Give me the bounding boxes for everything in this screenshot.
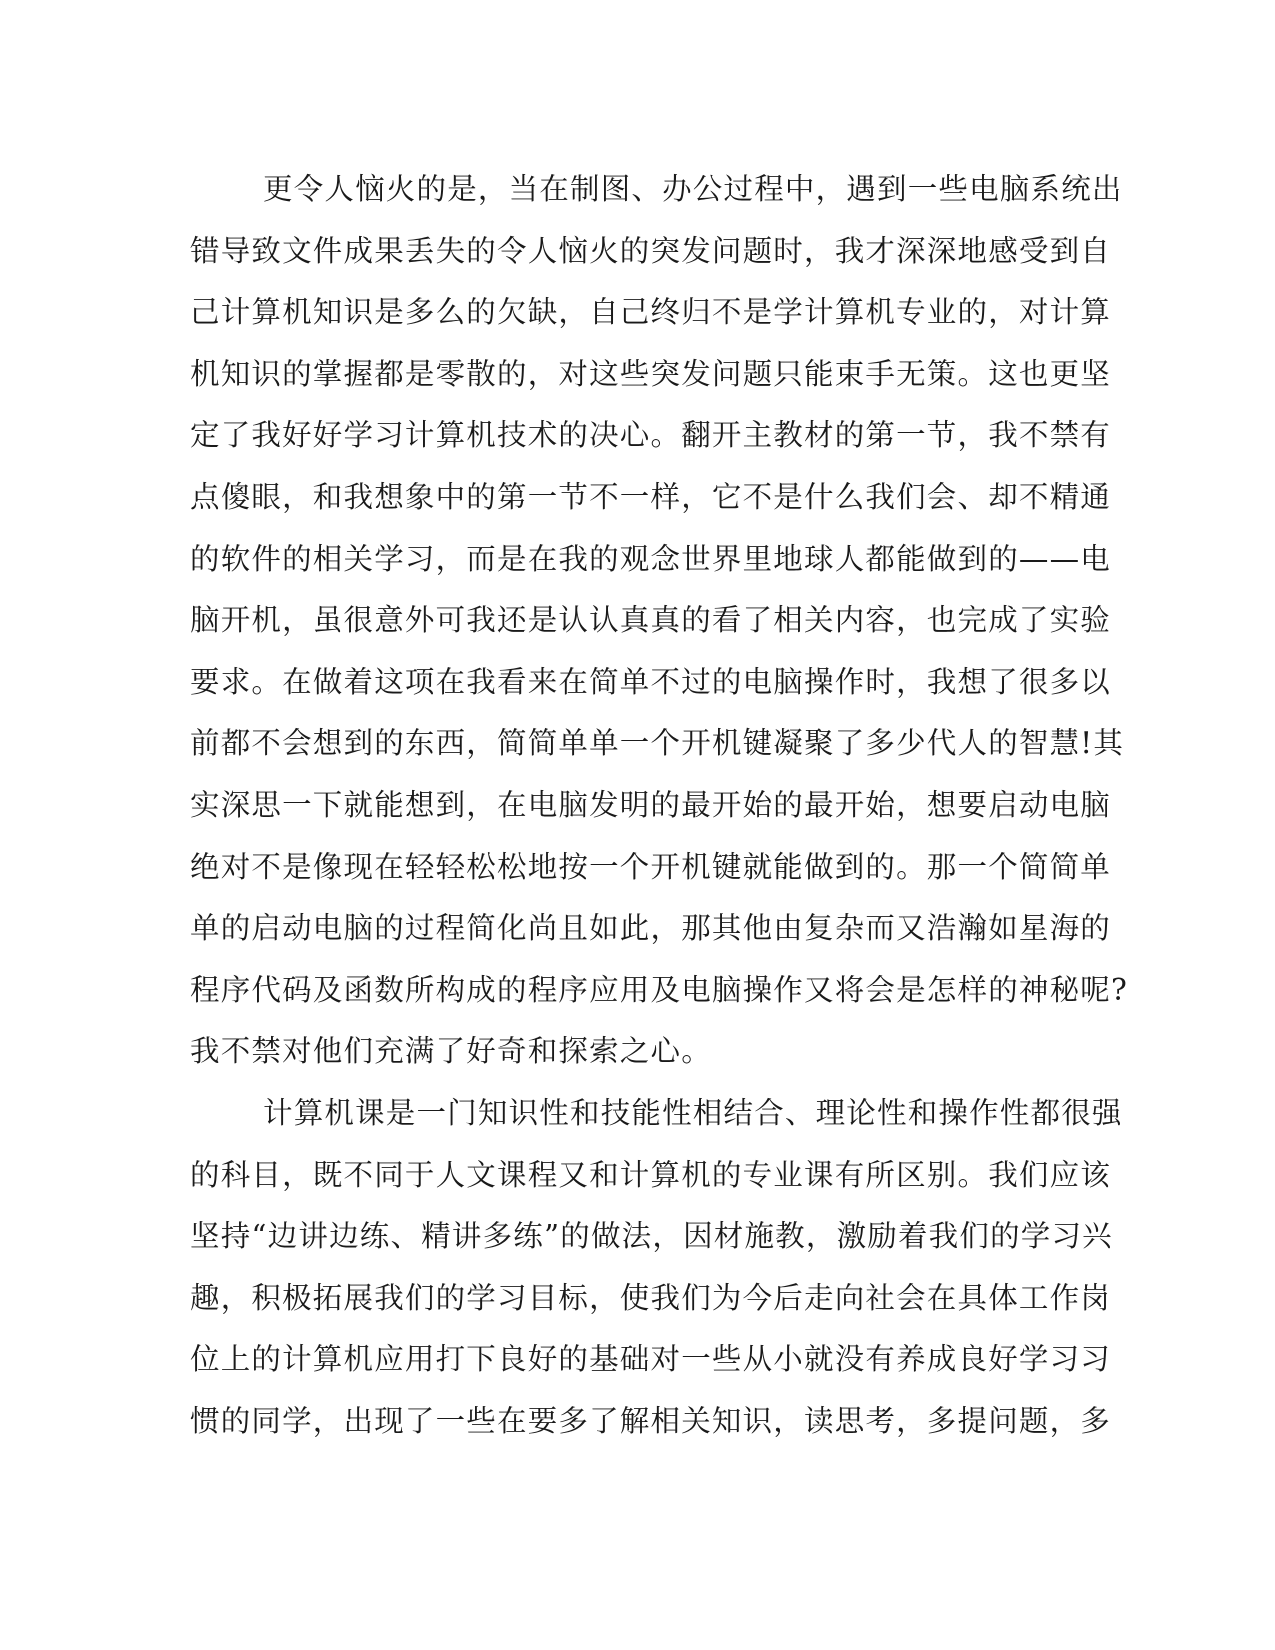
- text-line: 更令人恼火的是，当在制图、办公过程中，遇到一些电脑系统出: [263, 172, 1123, 206]
- text-line: 惯的同学，出现了一些在要多了解相关知识，读思考，多提问题，多: [190, 1403, 1112, 1438]
- paragraph-1: [190, 159, 1129, 1083]
- text-line: 计算机课是一门知识性和技能性相结合、理论性和操作性都很强: [263, 1095, 1123, 1130]
- text-line: 坚持“边讲边练、精讲多练”的做法，因材施教，激励着我们的学习兴: [190, 1219, 1113, 1254]
- text-line: 定了我好好学习计算机技术的决心。翻开主教材的第一节，我不禁有: [190, 418, 1112, 453]
- text-line: 实深思一下就能想到，在电脑发明的最开始的最开始，想要启动电脑: [190, 787, 1112, 822]
- text-line: 程序代码及函数所构成的程序应用及电脑操作又将会是怎样的神秘呢?: [190, 972, 1129, 1007]
- text-line: 错导致文件成果丢失的令人恼火的突发问题时，我才深深地感受到自: [190, 233, 1112, 268]
- text-line: 绝对不是像现在轻轻松松地按一个开机键就能做到的。那一个简简单: [190, 849, 1112, 884]
- text-line: 单的启动电脑的过程简化尚且如此，那其他由复杂而又浩瀚如星海的: [190, 911, 1112, 946]
- text-line: 的软件的相关学习，而是在我的观念世界里地球人都能做到的——电: [190, 541, 1112, 576]
- text-line: 己计算机知识是多么的欠缺，自己终归不是学计算机专业的，对计算: [190, 295, 1112, 330]
- document-body: [190, 159, 1129, 1452]
- paragraph-2: [190, 1083, 1123, 1453]
- text-line: 我不禁对他们充满了好奇和探索之心。: [190, 1034, 712, 1069]
- text-line: 机知识的掌握都是零散的，对这些突发问题只能束手无策。这也更坚: [190, 356, 1112, 391]
- text-line: 趣，积极拓展我们的学习目标，使我们为今后走向社会在具体工作岗: [190, 1280, 1112, 1315]
- text-line: 前都不会想到的东西，简简单单一个开机键凝聚了多少代人的智慧!其: [190, 726, 1125, 761]
- text-line: 位上的计算机应用打下良好的基础对一些从小就没有养成良好学习习: [190, 1342, 1112, 1377]
- text-line: 点傻眼，和我想象中的第一节不一样，它不是什么我们会、却不精通: [190, 479, 1112, 514]
- text-line: 脑开机，虽很意外可我还是认认真真的看了相关内容，也完成了实验: [190, 603, 1112, 638]
- text-line: 的科目，既不同于人文课程又和计算机的专业课有所区别。我们应该: [190, 1157, 1112, 1192]
- text-line: 要求。在做着这项在我看来在简单不过的电脑操作时，我想了很多以: [190, 664, 1112, 699]
